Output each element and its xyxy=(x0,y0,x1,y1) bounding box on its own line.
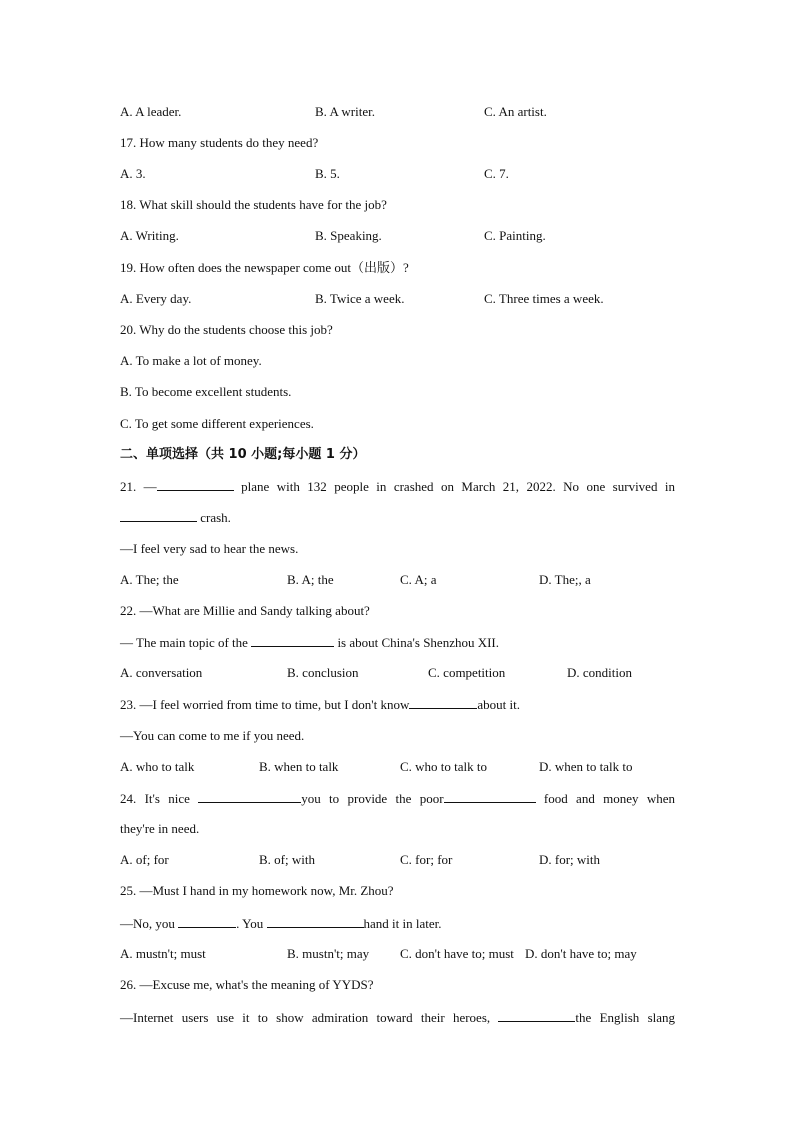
q16-option-c: C. An artist. xyxy=(484,104,547,119)
q20-option-c: C. To get some different experiences. xyxy=(120,416,314,431)
q22-question: 22. —What are Millie and Sandy talking about? xyxy=(120,603,370,618)
q23-reply: —You can come to me if you need. xyxy=(120,728,305,743)
q26-reply xyxy=(120,1007,675,1027)
q17-option-a: A. 3. xyxy=(120,166,146,181)
q21-options xyxy=(120,570,675,590)
q23-question-b: about it. xyxy=(477,697,520,712)
q16-option-a: A. A leader. xyxy=(120,104,182,119)
q18-option-a: A. Writing. xyxy=(120,228,179,243)
section-title: 二、单项选择（共 10 小题;每小题 1 分） xyxy=(120,447,366,462)
q23-question-a: 23. —I feel worried from time to time, but I don't know xyxy=(120,697,410,712)
q24-option-d: D. for; with xyxy=(539,852,601,867)
q17-options xyxy=(120,164,675,184)
q23-question xyxy=(120,694,675,714)
q23-options xyxy=(120,757,675,777)
q25-option-b: B. mustn't; may xyxy=(287,946,370,961)
q24-text-c: food and money when xyxy=(543,791,676,806)
q25-option-a: A. mustn't; must xyxy=(120,946,206,961)
q25-question: 25. —Must I hand in my homework now, Mr. Zhou? xyxy=(120,883,394,898)
q21-question xyxy=(120,476,675,496)
q18-options xyxy=(120,226,675,246)
q24-option-b: B. of; with xyxy=(259,852,315,867)
q20-option-b: B. To become excellent students. xyxy=(120,384,292,399)
q23-option-a: A. who to talk xyxy=(120,759,195,774)
q25-blank-1 xyxy=(178,913,236,928)
q25-reply-b: . You xyxy=(236,916,264,931)
q22-option-a: A. conversation xyxy=(120,665,203,680)
q19-options xyxy=(120,289,675,309)
q21-text-a: 21. — xyxy=(120,479,157,494)
q21-reply: —I feel very sad to hear the news. xyxy=(120,541,299,556)
q19-option-b: B. Twice a week. xyxy=(315,291,405,306)
q19-option-a: A. Every day. xyxy=(120,291,192,306)
q18-option-c: C. Painting. xyxy=(484,228,546,243)
q23-option-b: B. when to talk xyxy=(259,759,339,774)
q26-reply-a: —Internet users use it to show admiration toward their heroes, xyxy=(120,1010,491,1025)
q24-text-b: you to provide the poor xyxy=(301,791,444,806)
q22-option-d: D. condition xyxy=(567,665,632,680)
q25-reply xyxy=(120,913,675,933)
q25-options xyxy=(120,944,675,964)
q22-reply xyxy=(120,632,675,652)
q24-blank-1 xyxy=(198,788,301,803)
q24-blank-2 xyxy=(444,788,536,803)
q24-option-c: C. for; for xyxy=(400,852,453,867)
q25-reply-a: —No, you xyxy=(120,916,175,931)
q24-text-a: 24. It's nice xyxy=(120,791,190,806)
q21-text-b: plane with 132 people in crashed on March 21, 2022. No one survived in xyxy=(241,479,675,494)
q25-option-d: D. don't have to; may xyxy=(525,946,637,961)
q22-option-c: C. competition xyxy=(428,665,506,680)
q25-reply-c: hand it in later. xyxy=(363,916,442,931)
q22-blank xyxy=(251,632,334,647)
q20-option-a: A. To make a lot of money. xyxy=(120,353,262,368)
q17-question: 17. How many students do they need? xyxy=(120,135,319,150)
q21-option-a: A. The; the xyxy=(120,572,179,587)
q23-option-d: D. when to talk to xyxy=(539,759,633,774)
q21-option-b: B. A; the xyxy=(287,572,334,587)
q26-question: 26. —Excuse me, what's the meaning of YYDS? xyxy=(120,977,374,992)
q18-option-b: B. Speaking. xyxy=(315,228,382,243)
q26-reply-b: the English slang xyxy=(575,1010,676,1025)
q19-question: 19. How often does the newspaper come out（出版）? xyxy=(120,260,409,275)
q23-option-c: C. who to talk to xyxy=(400,759,488,774)
q22-option-b: B. conclusion xyxy=(287,665,359,680)
q21-text-c: crash. xyxy=(200,510,231,525)
q18-question: 18. What skill should the students have for the job? xyxy=(120,197,387,212)
q25-option-c: C. don't have to; must xyxy=(400,946,514,961)
q17-option-c: C. 7. xyxy=(484,166,509,181)
q21-option-d: D. The;, a xyxy=(539,572,591,587)
q24-question-line2: they're in need. xyxy=(120,821,200,836)
q24-option-a: A. of; for xyxy=(120,852,169,867)
q21-blank-2 xyxy=(120,507,197,522)
q21-blank-1 xyxy=(157,476,234,491)
q24-options xyxy=(120,850,675,870)
q16-options xyxy=(120,102,675,122)
q23-blank xyxy=(409,694,477,709)
q20-question: 20. Why do the students choose this job? xyxy=(120,322,333,337)
q16-option-b: B. A writer. xyxy=(315,104,375,119)
q24-question xyxy=(120,788,675,808)
q22-reply-a: — The main topic of the xyxy=(120,635,248,650)
q22-reply-b: is about China's Shenzhou XII. xyxy=(337,635,500,650)
q19-option-c: C. Three times a week. xyxy=(484,291,604,306)
q26-blank xyxy=(498,1007,575,1022)
q17-option-b: B. 5. xyxy=(315,166,340,181)
q21-option-c: C. A; a xyxy=(400,572,437,587)
q21-question-line2 xyxy=(120,507,675,527)
q25-blank-2 xyxy=(267,913,364,928)
q22-options xyxy=(120,663,675,683)
